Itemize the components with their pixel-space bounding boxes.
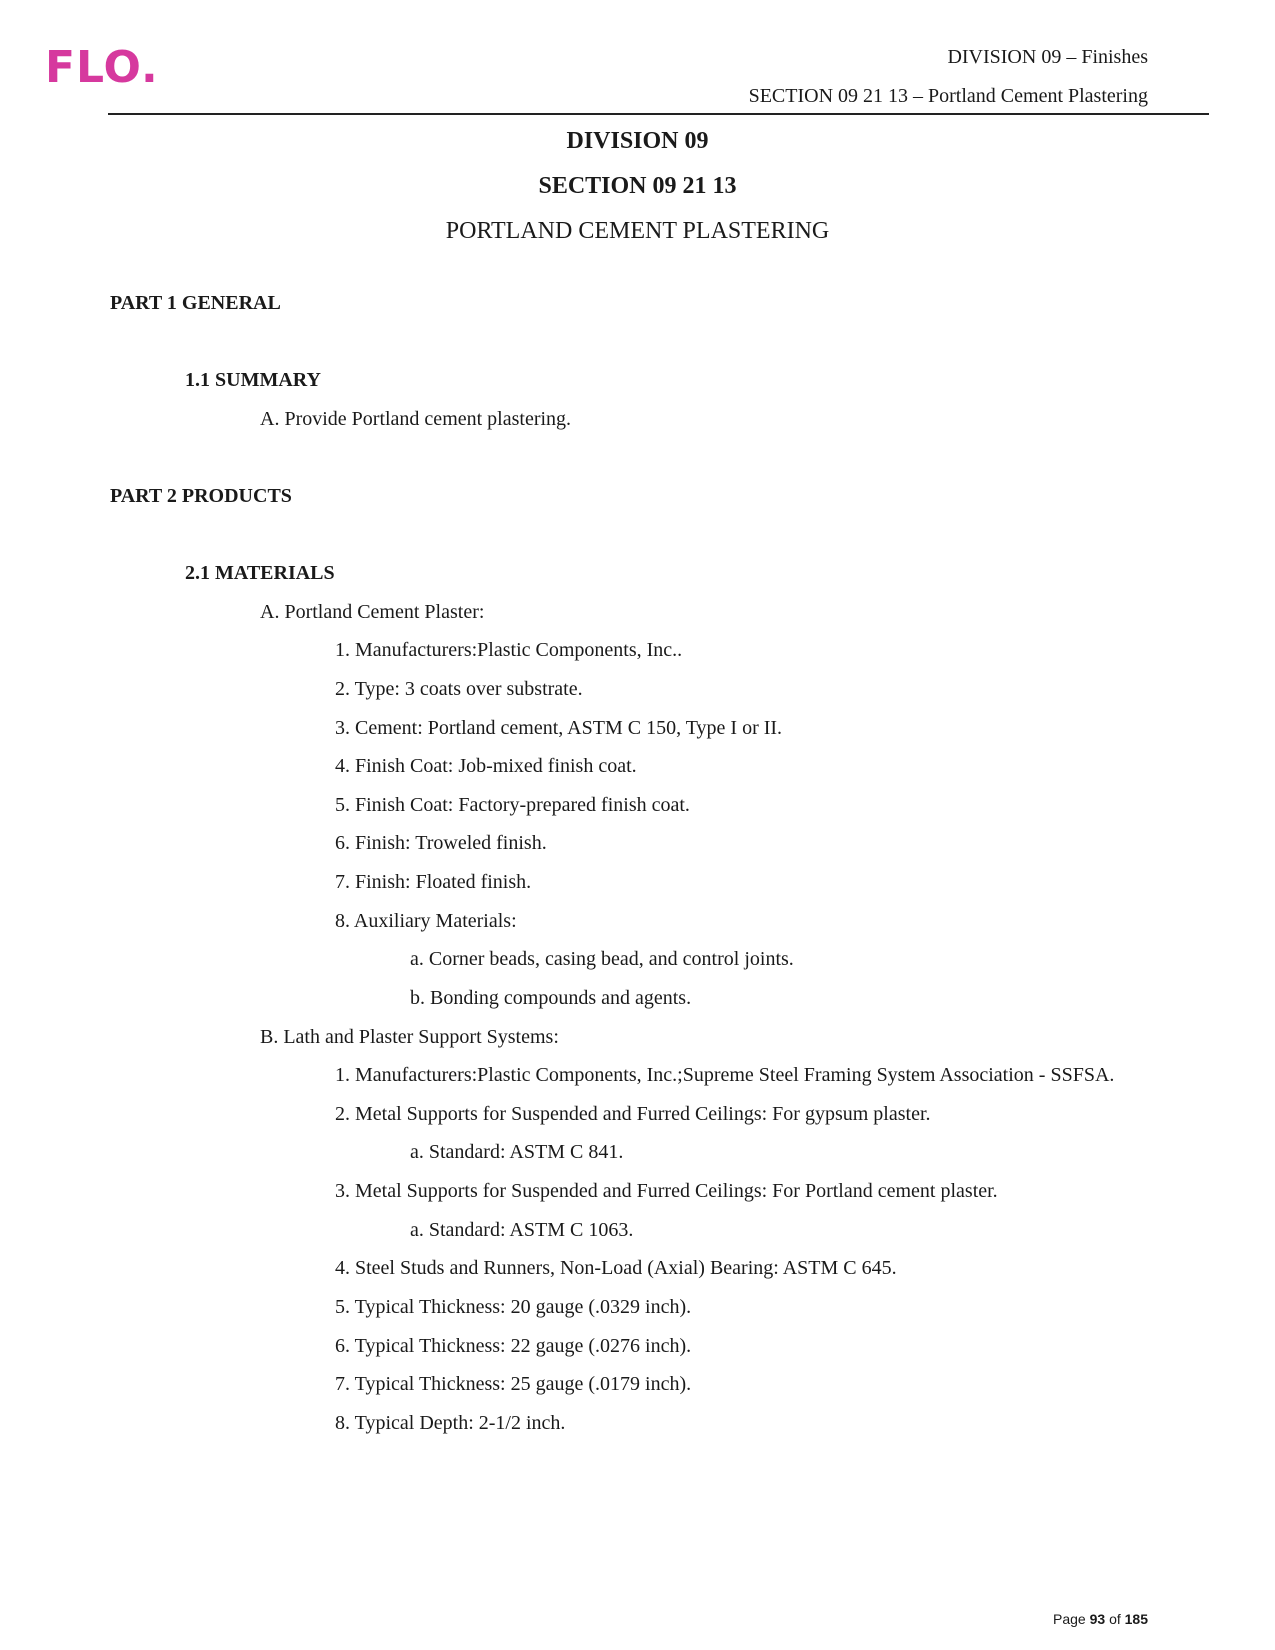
title-name: PORTLAND CEMENT PLASTERING bbox=[445, 218, 830, 244]
list-item: 4. Finish Coat: Job-mixed finish coat. bbox=[335, 755, 637, 777]
header-rule bbox=[108, 113, 1209, 115]
sub-list-item: a. Standard: ASTM C 1063. bbox=[410, 1219, 634, 1241]
header-section: SECTION 09 21 13 – Portland Cement Plastering bbox=[748, 85, 1148, 107]
list-item: 2. Type: 3 coats over substrate. bbox=[335, 678, 583, 700]
paragraph-1-1-a: A. Provide Portland cement plastering. bbox=[260, 408, 572, 430]
page-total: 185 bbox=[1124, 1611, 1148, 1627]
page-current: 93 bbox=[1089, 1611, 1106, 1627]
title-section: SECTION 09 21 13 bbox=[538, 173, 737, 199]
of-word: of bbox=[1109, 1611, 1121, 1627]
part1-heading: PART 1 GENERAL bbox=[110, 292, 281, 314]
header-division: DIVISION 09 – Finishes bbox=[947, 46, 1148, 68]
page-word: Page bbox=[1053, 1611, 1086, 1627]
list-item: 7. Finish: Floated finish. bbox=[335, 871, 532, 893]
part2-heading: PART 2 PRODUCTS bbox=[110, 485, 292, 507]
title-division: DIVISION 09 bbox=[566, 128, 709, 154]
list-item: 6. Typical Thickness: 22 gauge (.0276 inch). bbox=[335, 1335, 692, 1357]
list-item: 5. Finish Coat: Factory-prepared finish coat. bbox=[335, 794, 690, 816]
paragraph-2-1-b: B. Lath and Plaster Support Systems: bbox=[260, 1026, 559, 1048]
list-item: 5. Typical Thickness: 20 gauge (.0329 inch). bbox=[335, 1296, 692, 1318]
list-item: 7. Typical Thickness: 25 gauge (.0179 inch). bbox=[335, 1373, 692, 1395]
list-item: 8. Auxiliary Materials: bbox=[335, 910, 517, 932]
article-1-1: 1.1 SUMMARY bbox=[185, 369, 321, 391]
list-item: 8. Typical Depth: 2-1/2 inch. bbox=[335, 1412, 566, 1434]
list-item: 2. Metal Supports for Suspended and Furred Ceilings: For gypsum plaster. bbox=[335, 1103, 931, 1125]
list-item: 3. Cement: Portland cement, ASTM C 150, Type I or II. bbox=[335, 717, 783, 739]
page-number bbox=[1053, 1611, 1148, 1627]
flo-logo: FLO. bbox=[45, 42, 159, 93]
paragraph-2-1-a: A. Portland Cement Plaster: bbox=[260, 601, 485, 623]
sub-list-item: a. Corner beads, casing bead, and control joints. bbox=[410, 948, 794, 970]
sub-list-item: a. Standard: ASTM C 841. bbox=[410, 1141, 624, 1163]
list-item: 4. Steel Studs and Runners, Non-Load (Axial) Bearing: ASTM C 645. bbox=[335, 1257, 897, 1279]
list-item: 3. Metal Supports for Suspended and Furred Ceilings: For Portland cement plaster. bbox=[335, 1180, 998, 1202]
sub-list-item: b. Bonding compounds and agents. bbox=[410, 987, 692, 1009]
list-item: 6. Finish: Troweled finish. bbox=[335, 832, 547, 854]
article-2-1: 2.1 MATERIALS bbox=[185, 562, 335, 584]
list-item: 1. Manufacturers:Plastic Components, Inc.;Supreme Steel Framing System Association - SSFSA. bbox=[335, 1064, 1115, 1086]
list-item: 1. Manufacturers:Plastic Components, Inc.. bbox=[335, 639, 683, 661]
